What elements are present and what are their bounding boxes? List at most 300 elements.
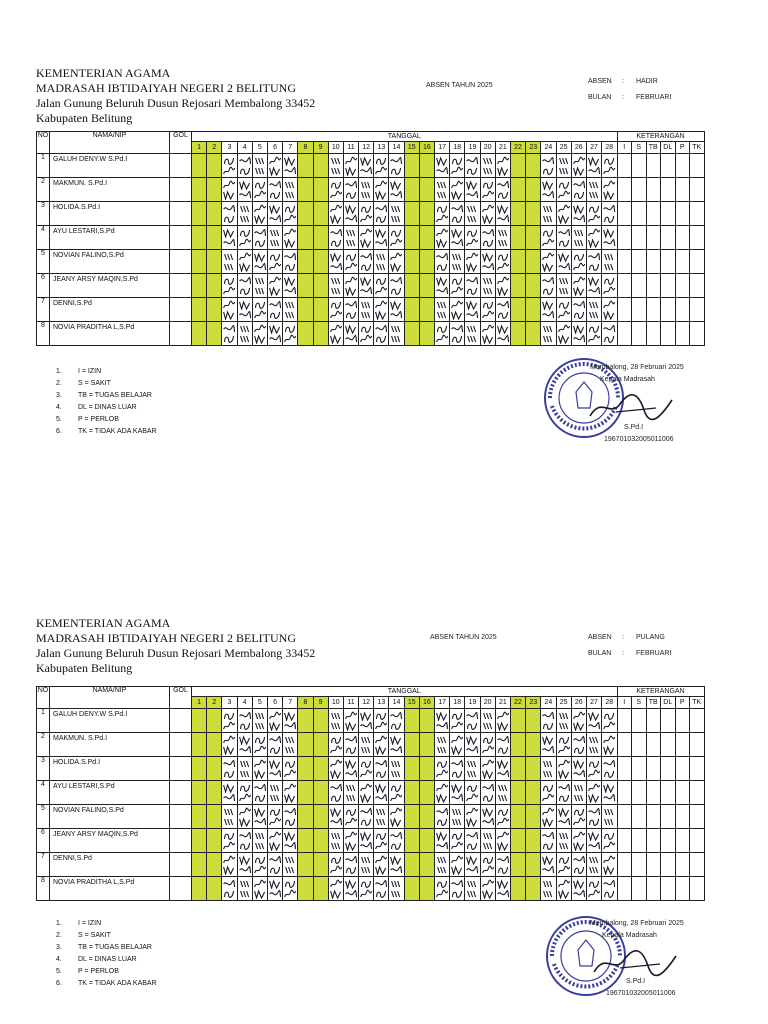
- attendance-cell: [404, 733, 419, 757]
- signature-mark: [329, 831, 343, 841]
- row-number: 3: [37, 757, 50, 781]
- attendance-cell: [465, 250, 480, 274]
- attendance-cell: [389, 250, 404, 274]
- attendance-cell: [267, 829, 282, 853]
- signature-mark: [602, 180, 616, 190]
- attendance-cell: [328, 202, 343, 226]
- signature-mark: [222, 204, 236, 214]
- time-mark: [450, 310, 464, 320]
- keterangan-code: S: [632, 142, 647, 154]
- time-mark: [374, 745, 388, 755]
- staff-name: MAKMUN. S.Pd.I: [50, 178, 170, 202]
- attendance-cell: [237, 757, 252, 781]
- attendance-cell: [343, 733, 358, 757]
- time-mark: [572, 214, 586, 224]
- keterangan-cell: [617, 781, 632, 805]
- day-number: 18: [450, 142, 465, 154]
- keterangan-cell: [632, 154, 647, 178]
- attendance-cell: [465, 226, 480, 250]
- attendance-cell: [465, 274, 480, 298]
- attendance-cell: [267, 250, 282, 274]
- signature-mark: [435, 204, 449, 214]
- signature-mark: [435, 300, 449, 310]
- row-number: 4: [37, 781, 50, 805]
- time-mark: [465, 238, 479, 248]
- signature-mark: [222, 783, 236, 793]
- attendance-cell: [480, 709, 495, 733]
- signature-mark: [222, 807, 236, 817]
- attendance-cell: [237, 733, 252, 757]
- attendance-cell: [526, 226, 541, 250]
- absen-separator: :: [622, 78, 624, 85]
- time-mark: [238, 286, 252, 296]
- day-number: 5: [252, 142, 267, 154]
- signature-mark: [268, 783, 282, 793]
- attendance-cell: [374, 877, 389, 901]
- attendance-cell: [602, 298, 617, 322]
- signature-mark: [389, 783, 403, 793]
- attendance-cell: [328, 322, 343, 346]
- time-mark: [481, 745, 495, 755]
- attendance-cell: [480, 226, 495, 250]
- attendance-cell: [222, 709, 237, 733]
- attendance-cell: [374, 298, 389, 322]
- attendance-cell: [495, 709, 510, 733]
- signature-mark: [557, 324, 571, 334]
- signature-mark: [572, 783, 586, 793]
- attendance-cell: [298, 250, 313, 274]
- attendance-cell: [435, 274, 450, 298]
- attendance-cell: [283, 322, 298, 346]
- signature-mark: [496, 783, 510, 793]
- attendance-cell: [571, 877, 586, 901]
- gol-cell: [170, 178, 192, 202]
- signature-mark: [359, 324, 373, 334]
- signature-mark: [222, 735, 236, 745]
- time-mark: [253, 166, 267, 176]
- time-mark: [465, 721, 479, 731]
- attendance-cell: [586, 178, 601, 202]
- time-mark: [222, 841, 236, 851]
- attendance-cell: [359, 154, 374, 178]
- signature-mark: [238, 300, 252, 310]
- attendance-cell: [374, 829, 389, 853]
- attendance-cell: [435, 226, 450, 250]
- attendance-cell: [207, 274, 222, 298]
- day-number: 7: [283, 697, 298, 709]
- time-mark: [572, 745, 586, 755]
- signature-mark: [541, 228, 555, 238]
- attendance-cell: [495, 781, 510, 805]
- attendance-cell: [571, 178, 586, 202]
- attendance-cell: [602, 853, 617, 877]
- keterangan-cell: [617, 322, 632, 346]
- time-mark: [268, 841, 282, 851]
- attendance-cell: [510, 829, 525, 853]
- attendance-cell: [343, 226, 358, 250]
- time-mark: [374, 286, 388, 296]
- time-mark: [481, 310, 495, 320]
- keterangan-cell: [632, 853, 647, 877]
- keterangan-code: I: [617, 697, 632, 709]
- signature-mark: [572, 735, 586, 745]
- signature-mark: [557, 252, 571, 262]
- time-mark: [359, 334, 373, 344]
- attendance-cell: [207, 877, 222, 901]
- attendance-cell: [359, 829, 374, 853]
- signature-mark: [602, 204, 616, 214]
- keterangan-cell: [661, 757, 676, 781]
- legend-number: 2.: [56, 380, 62, 387]
- day-number: 4: [237, 697, 252, 709]
- attendance-cell: [465, 202, 480, 226]
- attendance-cell: [480, 250, 495, 274]
- keterangan-code: TK: [690, 697, 705, 709]
- attendance-cell: [298, 781, 313, 805]
- header-name: NAMA/NIP: [50, 132, 170, 154]
- attendance-cell: [298, 877, 313, 901]
- day-number: 22: [510, 142, 525, 154]
- attendance-cell: [283, 202, 298, 226]
- signature-mark: [496, 711, 510, 721]
- attendance-cell: [252, 154, 267, 178]
- signature-mark: [238, 759, 252, 769]
- keterangan-cell: [661, 202, 676, 226]
- signature-mark: [359, 204, 373, 214]
- attendance-cell: [435, 178, 450, 202]
- attendance-cell: [328, 709, 343, 733]
- keterangan-cell: [675, 733, 690, 757]
- attendance-cell: [435, 805, 450, 829]
- time-mark: [222, 310, 236, 320]
- table-row: [37, 709, 705, 733]
- day-number: 15: [404, 142, 419, 154]
- legend-number: 5.: [56, 968, 62, 975]
- day-number: 19: [465, 697, 480, 709]
- time-mark: [572, 769, 586, 779]
- legend-text: I = IZIN: [78, 368, 102, 375]
- time-mark: [374, 262, 388, 272]
- time-mark: [329, 166, 343, 176]
- keterangan-cell: [632, 829, 647, 853]
- day-number: 26: [571, 697, 586, 709]
- signature-mark: [572, 252, 586, 262]
- signature-mark: [238, 180, 252, 190]
- attendance-cell: [389, 322, 404, 346]
- attendance-cell: [510, 853, 525, 877]
- signature-mark: [389, 324, 403, 334]
- time-mark: [557, 190, 571, 200]
- time-mark: [222, 262, 236, 272]
- attendance-cell: [252, 274, 267, 298]
- gol-cell: [170, 202, 192, 226]
- row-number: 2: [37, 178, 50, 202]
- row-number: 5: [37, 805, 50, 829]
- attendance-cell: [510, 298, 525, 322]
- time-mark: [450, 334, 464, 344]
- signature-mark: [374, 300, 388, 310]
- legend-text: P = PERLOB: [78, 416, 119, 423]
- signature-mark: [389, 831, 403, 841]
- legend-number: 3.: [56, 944, 62, 951]
- time-mark: [541, 841, 555, 851]
- keterangan-cell: [690, 322, 705, 346]
- attendance-cell: [480, 178, 495, 202]
- attendance-cell: [237, 202, 252, 226]
- attendance-cell: [556, 154, 571, 178]
- attendance-cell: [541, 781, 556, 805]
- day-number: 27: [586, 697, 601, 709]
- day-number: 6: [267, 142, 282, 154]
- attendance-cell: [389, 733, 404, 757]
- attendance-cell: [450, 829, 465, 853]
- time-mark: [222, 745, 236, 755]
- attendance-cell: [359, 733, 374, 757]
- attendance-cell: [495, 178, 510, 202]
- time-mark: [465, 262, 479, 272]
- attendance-cell: [526, 274, 541, 298]
- attendance-cell: [283, 733, 298, 757]
- staff-name: GALUH DENY.W S.Pd.I: [50, 154, 170, 178]
- time-mark: [572, 334, 586, 344]
- signature-mark: [389, 855, 403, 865]
- absen-value: HADIR: [636, 78, 658, 85]
- legend-number: 5.: [56, 416, 62, 423]
- signature-mark: [253, 180, 267, 190]
- attendance-cell: [450, 226, 465, 250]
- time-mark: [435, 745, 449, 755]
- signature-mark: [359, 855, 373, 865]
- time-mark: [222, 286, 236, 296]
- attendance-cell: [419, 322, 434, 346]
- time-mark: [435, 334, 449, 344]
- day-number: 1: [192, 697, 207, 709]
- time-mark: [557, 841, 571, 851]
- keterangan-cell: [632, 298, 647, 322]
- signature-mark: [435, 276, 449, 286]
- signature-mark: [374, 156, 388, 166]
- day-number: 14: [389, 697, 404, 709]
- attendance-cell: [404, 298, 419, 322]
- signature-mark: [435, 879, 449, 889]
- header-no: NO: [37, 687, 50, 709]
- signature-mark: [496, 180, 510, 190]
- attendance-cell: [510, 781, 525, 805]
- signature-mark: [435, 324, 449, 334]
- signature-mark: [374, 276, 388, 286]
- attendance-cell: [526, 757, 541, 781]
- signature-mark: [557, 228, 571, 238]
- row-number: 4: [37, 226, 50, 250]
- signature-mark: [481, 783, 495, 793]
- attendance-cell: [328, 733, 343, 757]
- signature-mark: [374, 759, 388, 769]
- time-mark: [465, 190, 479, 200]
- attendance-cell: [313, 250, 328, 274]
- row-number: 2: [37, 733, 50, 757]
- time-mark: [222, 865, 236, 875]
- attendance-cell: [571, 202, 586, 226]
- time-mark: [268, 745, 282, 755]
- attendance-cell: [237, 829, 252, 853]
- signature-mark: [450, 324, 464, 334]
- table-row: [37, 733, 705, 757]
- time-mark: [496, 745, 510, 755]
- attendance-cell: [435, 298, 450, 322]
- keterangan-cell: [632, 274, 647, 298]
- time-mark: [557, 793, 571, 803]
- attendance-cell: [586, 226, 601, 250]
- time-mark: [557, 262, 571, 272]
- signature-mark: [389, 156, 403, 166]
- time-mark: [329, 721, 343, 731]
- time-mark: [557, 745, 571, 755]
- signature-mark: [283, 252, 297, 262]
- signature-mark: [557, 807, 571, 817]
- row-number: 7: [37, 853, 50, 877]
- attendance-cell: [586, 322, 601, 346]
- keterangan-cell: [690, 805, 705, 829]
- keterangan-cell: [646, 154, 661, 178]
- day-number: 16: [419, 142, 434, 154]
- day-number: 9: [313, 142, 328, 154]
- legend-item: [56, 378, 157, 390]
- signature-mark: [435, 855, 449, 865]
- attendance-cell: [571, 757, 586, 781]
- signature-mark: [344, 735, 358, 745]
- time-mark: [496, 334, 510, 344]
- time-mark: [344, 721, 358, 731]
- legend-text: TB = TUGAS BELAJAR: [78, 944, 152, 951]
- signature-mark: [602, 324, 616, 334]
- attendance-cell: [267, 757, 282, 781]
- row-number: 8: [37, 322, 50, 346]
- keterangan-cell: [661, 322, 676, 346]
- time-mark: [268, 238, 282, 248]
- time-mark: [268, 817, 282, 827]
- signature-mark: [496, 759, 510, 769]
- gol-cell: [170, 757, 192, 781]
- signature-mark: [435, 252, 449, 262]
- attendance-cell: [556, 877, 571, 901]
- time-mark: [587, 214, 601, 224]
- attendance-cell: [450, 322, 465, 346]
- time-mark: [359, 238, 373, 248]
- signature-mark: [222, 831, 236, 841]
- keterangan-cell: [646, 781, 661, 805]
- attendance-cell: [495, 805, 510, 829]
- time-mark: [238, 310, 252, 320]
- attendance-cell: [404, 274, 419, 298]
- attendance-cell: [404, 805, 419, 829]
- keterangan-cell: [661, 829, 676, 853]
- staff-name: GALUH DENY.W S.Pd.I: [50, 709, 170, 733]
- bulan-separator: :: [622, 94, 624, 101]
- time-mark: [344, 817, 358, 827]
- time-mark: [359, 721, 373, 731]
- attendance-cell: [267, 322, 282, 346]
- attendance-cell: [313, 853, 328, 877]
- signature-mark: [602, 300, 616, 310]
- signature-mark: [283, 735, 297, 745]
- attendance-cell: [495, 202, 510, 226]
- absen-label: ABSEN: [588, 634, 612, 641]
- signature-mark: [374, 855, 388, 865]
- keterangan-cell: [675, 709, 690, 733]
- header-ministry: KEMENTERIAN AGAMA: [36, 616, 171, 630]
- attendance-cell: [465, 853, 480, 877]
- signature-mark: [450, 735, 464, 745]
- attendance-cell: [283, 781, 298, 805]
- row-number: 1: [37, 709, 50, 733]
- attendance-cell: [222, 877, 237, 901]
- attendance-cell: [359, 781, 374, 805]
- attendance-cell: [207, 226, 222, 250]
- signature-mark: [602, 252, 616, 262]
- signature-mark: [465, 180, 479, 190]
- time-mark: [435, 721, 449, 731]
- keterangan-code: S: [632, 697, 647, 709]
- signature-mark: [222, 156, 236, 166]
- attendance-cell: [328, 226, 343, 250]
- attendance-cell: [541, 829, 556, 853]
- signature-mark: [268, 276, 282, 286]
- time-mark: [465, 865, 479, 875]
- signature-nip: 196701032005011006: [606, 990, 676, 997]
- attendance-cell: [328, 178, 343, 202]
- keterangan-cell: [617, 709, 632, 733]
- time-mark: [344, 769, 358, 779]
- legend-item: [56, 414, 157, 426]
- signature-mark: [450, 831, 464, 841]
- signature-mark: [253, 831, 267, 841]
- signature-mark: [222, 759, 236, 769]
- attendance-cell: [252, 322, 267, 346]
- time-mark: [557, 310, 571, 320]
- keterangan-cell: [675, 781, 690, 805]
- signature-mark: [481, 228, 495, 238]
- day-number: 12: [359, 697, 374, 709]
- signature-mark: [238, 855, 252, 865]
- keterangan-cell: [675, 154, 690, 178]
- attendance-cell: [419, 805, 434, 829]
- keterangan-cell: [675, 274, 690, 298]
- signature-mark: [435, 156, 449, 166]
- day-number: 20: [480, 697, 495, 709]
- day-number: 16: [419, 697, 434, 709]
- attendance-cell: [359, 226, 374, 250]
- signature-mark: [481, 300, 495, 310]
- signature-mark: [465, 156, 479, 166]
- attendance-cell: [586, 805, 601, 829]
- absen-value: PULANG: [636, 634, 665, 641]
- signature-mark: [238, 831, 252, 841]
- attendance-cell: [192, 829, 207, 853]
- signature-mark: [465, 252, 479, 262]
- attendance-cell: [359, 877, 374, 901]
- attendance-cell: [252, 202, 267, 226]
- signature-mark: [587, 324, 601, 334]
- time-mark: [435, 166, 449, 176]
- keterangan-cell: [690, 154, 705, 178]
- signature-mark: [374, 831, 388, 841]
- signature-mark: [359, 252, 373, 262]
- signature-mark: [359, 735, 373, 745]
- attendance-cell: [313, 733, 328, 757]
- legend-item: [56, 366, 157, 378]
- attendance-cell: [267, 274, 282, 298]
- attendance-cell: [359, 805, 374, 829]
